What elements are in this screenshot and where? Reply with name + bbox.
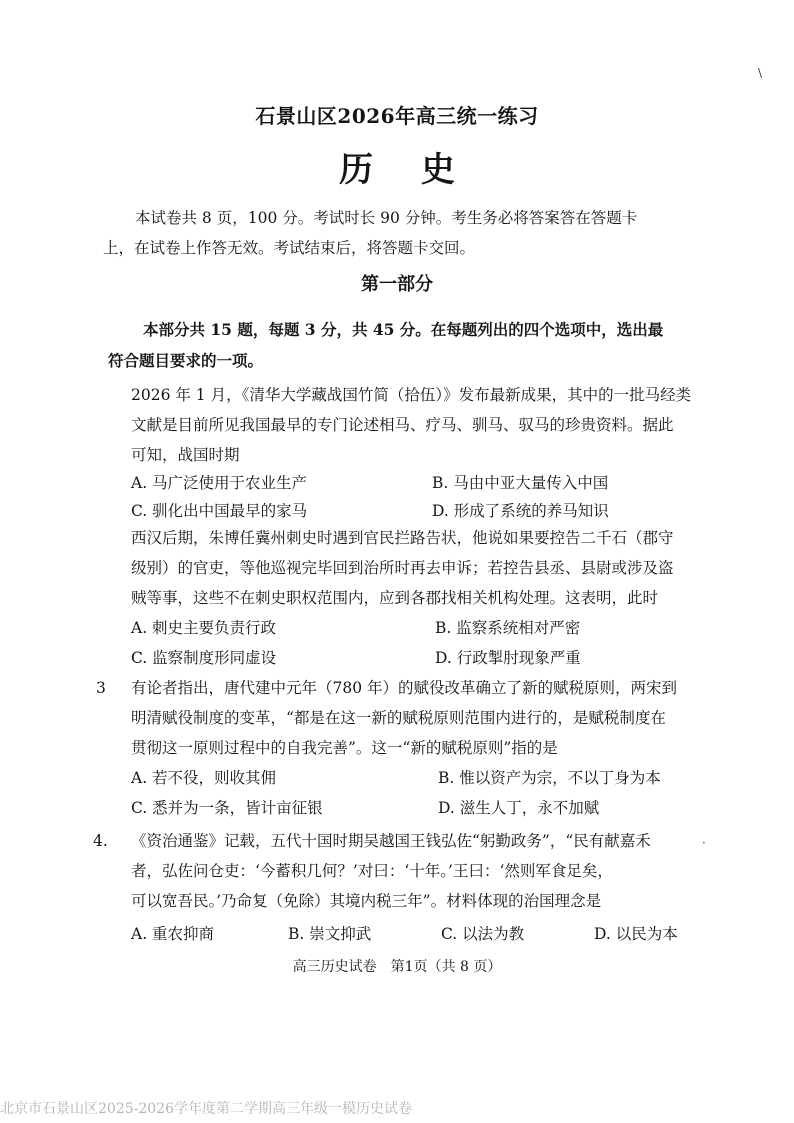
question-3-line-3: 贯彻这一原则过程中的自我完善”。这一“新的赋税原则”指的是 <box>131 739 558 757</box>
question-2-line-3: 贼等事，这些不在刺史职权范围内，应到各郡找相关机构处理。这表明，此时 <box>131 589 659 607</box>
question-1-line-1: 2026 年 1 月，《清华大学藏战国竹简（拾伍）》发布最新成果，其中的一批马经类 <box>131 386 692 404</box>
page-footer: 高三历史试卷 第1页（共 8 页） <box>292 959 502 975</box>
question-1-option-a: A. 马广泛使用于农业生产 <box>131 474 308 492</box>
watermark-text: 北京市石景山区2025-2026学年度第二学期高三年级一模历史试卷 <box>0 1101 412 1117</box>
instructions-line-2: 上，在试卷上作答无效。考试结束后，将答题卡交回。 <box>103 239 476 257</box>
question-2-line-1: 西汉后期，朱博任冀州刺史时遇到官民拦路告状，他说如果要控告二千石（郡守 <box>131 529 674 547</box>
question-4-number: 4. <box>93 832 108 850</box>
question-3-line-2: 明清赋役制度的变革，“都是在这一新的赋税原则范围内进行的，是赋税制度在 <box>131 709 666 727</box>
scan-mark: \ <box>758 66 763 80</box>
question-2-option-a: A. 刺史主要负责行政 <box>131 619 277 637</box>
question-4-line-3: 可以宽吾民。’乃命复（免除）其境内税三年”。材料体现的治国理念是 <box>131 892 602 910</box>
question-4-option-a: A. 重农抑商 <box>131 925 215 943</box>
question-3-line-1: 有论者指出，唐代建中元年（780 年）的赋役改革确立了新的赋税原则，两宋到 <box>131 679 678 697</box>
question-2-option-b: B. 监察系统相对严密 <box>435 619 581 637</box>
part-intro-line-1: 本部分共 15 题，每题 3 分，共 45 分。在每题列出的四个选项中，选出最 <box>143 320 664 339</box>
question-2-option-d: D. 行政掣肘现象严重 <box>435 649 581 667</box>
question-3-number: 3 <box>96 679 106 697</box>
question-4-option-d: D. 以民为本 <box>594 925 678 943</box>
question-3-option-b: B. 惟以资产为宗，不以丁身为本 <box>438 769 661 787</box>
part-intro-line-2: 符合题目要求的一项。 <box>108 351 264 370</box>
scan-dot: · <box>702 836 706 850</box>
question-1-line-2: 文献是目前所见我国最早的专门论述相马、疗马、驯马、驭马的珍贵资料。据此 <box>131 416 674 434</box>
question-4-option-b: B. 崇文抑武 <box>288 925 372 943</box>
question-2-option-c: C. 监察制度形同虚设 <box>131 649 277 667</box>
question-3-option-d: D. 滋生人丁，永不加赋 <box>438 799 600 817</box>
subject-title: 历 史 <box>339 150 473 190</box>
instructions-line-1: 本试卷共 8 页，100 分。考试时长 90 分钟。考生务必将答案答在答题卡 <box>135 209 638 227</box>
page-title: 石景山区2026年高三统一练习 <box>255 104 539 128</box>
question-1-option-d: D. 形成了系统的养马知识 <box>432 502 609 520</box>
question-4-line-2: 者，弘佐问仓吏：‘今蓄积几何？’对曰：‘十年。’王曰：‘然则军食足矣， <box>131 862 613 880</box>
question-1-option-b: B. 马由中亚大量传入中国 <box>432 474 609 492</box>
question-2-line-2: 级别）的官吏，等他巡视完毕回到治所时再去申诉；若控告县丞、县尉或涉及盗 <box>131 559 674 577</box>
question-3-option-a: A. 若不役，则收其佣 <box>131 769 277 787</box>
question-4-option-c: C. 以法为教 <box>441 925 525 943</box>
question-1-line-3: 可知，战国时期 <box>131 446 240 464</box>
part-title: 第一部分 <box>361 274 433 295</box>
question-1-option-c: C. 驯化出中国最早的家马 <box>131 502 308 520</box>
question-3-option-c: C. 悉并为一条，皆计亩征银 <box>131 799 323 817</box>
question-4-line-1: 《资治通鉴》记载，五代十国时期吴越国王钱弘佐“躬勤政务”，“民有献嘉禾 <box>131 832 651 850</box>
